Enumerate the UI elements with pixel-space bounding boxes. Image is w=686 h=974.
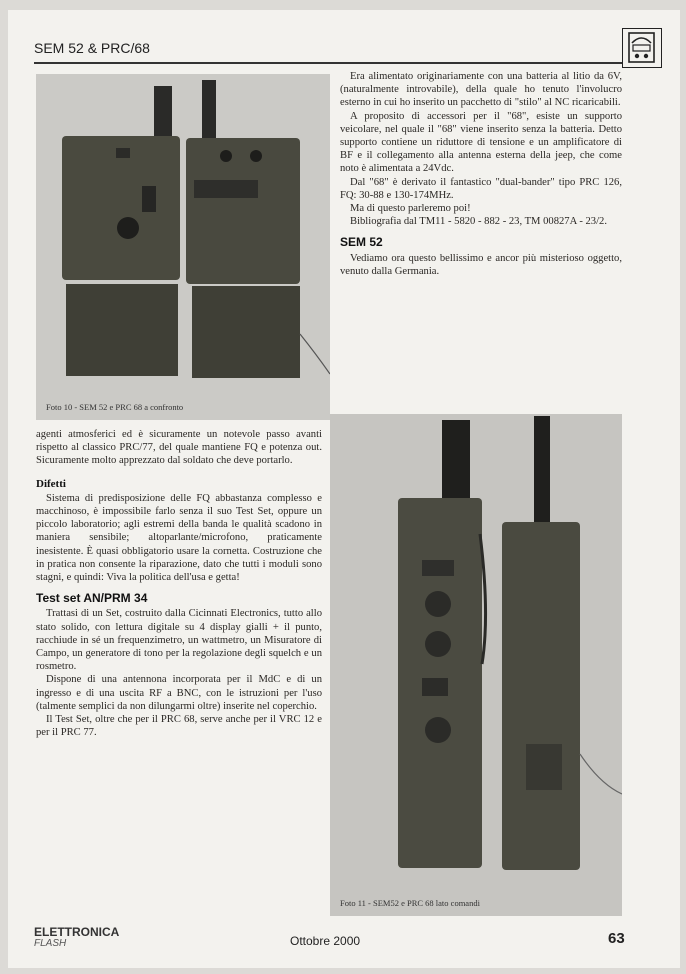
- left-column: [36, 428, 322, 739]
- logo-line: FLASH: [34, 938, 67, 949]
- paragraph: Dispone di una antennona incorporata per il MdC e di un ingresso e di una uscita RF a BNC, con le istruzioni per l'uso (talmente semplici da non dilungarmi oltre) inserite nel coperchio.: [36, 674, 322, 712]
- section-heading-test-set: Test set AN/PRM 34: [36, 591, 148, 606]
- paragraph: Ma di questo parleremo poi!: [350, 203, 471, 215]
- magazine-logo: [34, 926, 119, 950]
- paragraph: A proposito di accessori per il "68", esiste un supporto veicolare, nel quale il "68" viene inserito senza la batteria. Detto supporto contiene un riduttore di tensione e un amplificatore di BF e il collegamento alla antenna esterna della jeep, che come noto è alimentata a 24Vdc.: [340, 110, 622, 175]
- page-number: 63: [608, 930, 625, 947]
- right-column: [340, 70, 622, 278]
- logo-line: ELETTRONICA: [34, 925, 120, 939]
- photo-caption: Foto 10 - SEM 52 e PRC 68 a confronto: [46, 402, 184, 412]
- paragraph: agenti atmosferici ed è sicuramente un notevole passo avanti rispetto al classico PRC/77, del quale mantiene FQ e potenza out. Sicuramente molto apprezzato dal soldato che deve portarlo.: [36, 429, 322, 467]
- article-title: SEM 52 & PRC/68: [34, 40, 150, 56]
- photo-sem52-prc68-controls: [330, 414, 622, 916]
- section-heading-sem52: SEM 52: [340, 235, 383, 250]
- paragraph: Sistema di predisposizione delle FQ abbastanza complesso e macchinoso, è impossibile farlo senza il suo Test Set, oppure un piccolo laboratorio; agli estremi della banda le qualità scadono in maniera sensibile; altoparlante/microfono, praticamente inesistente. È quasi obbligatorio usare la cornetta. Costruzione che in pratica non consente la riparazione, dato che tutti i moduli sono stagni, e quindi: Viva la politica dell'usa e getta!: [36, 492, 322, 584]
- photo-caption: Foto 11 - SEM52 e PRC 68 lato comandi: [340, 898, 480, 908]
- cabinet-icon: [622, 28, 662, 68]
- paragraph: Bibliografia dal TM11 - 5820 - 882 - 23, TM 00827A - 23/2.: [350, 216, 607, 228]
- paragraph: Dal "68" è derivato il fantastico "dual-bander" tipo PRC 126, FQ: 30-88 e 130-174MHz.: [340, 176, 622, 201]
- paragraph: Era alimentato originariamente con una batteria al litio da 6V, (naturalmente introvabile), della quale ho tenuto l'involucro esterno in cui ho inserito un pacchetto di "stilo" al NC ricaricabili.: [340, 71, 622, 109]
- section-heading-difetti: Difetti: [36, 477, 66, 490]
- paragraph: Trattasi di un Set, costruito dalla Cicinnati Electronics, tutto allo stato solido, con lettura digitale su 4 display gialli + il punto, racchiude in sé un frequenzimetro, un wattmetro, un Misuratore di Campo, un generatore di tono per la regolazione degli squelch e un rosmetro.: [36, 608, 322, 673]
- photo-sem52-prc68-comparison: [36, 74, 330, 420]
- issue-date: Ottobre 2000: [290, 934, 361, 948]
- paragraph: Il Test Set, oltre che per il PRC 68, serve anche per il VRC 12 e per il PRC 77.: [36, 714, 322, 739]
- header-rule: [34, 62, 622, 64]
- paragraph: Vediamo ora questo bellissimo e ancor più misterioso oggetto, venuto dalla Germania.: [340, 252, 622, 277]
